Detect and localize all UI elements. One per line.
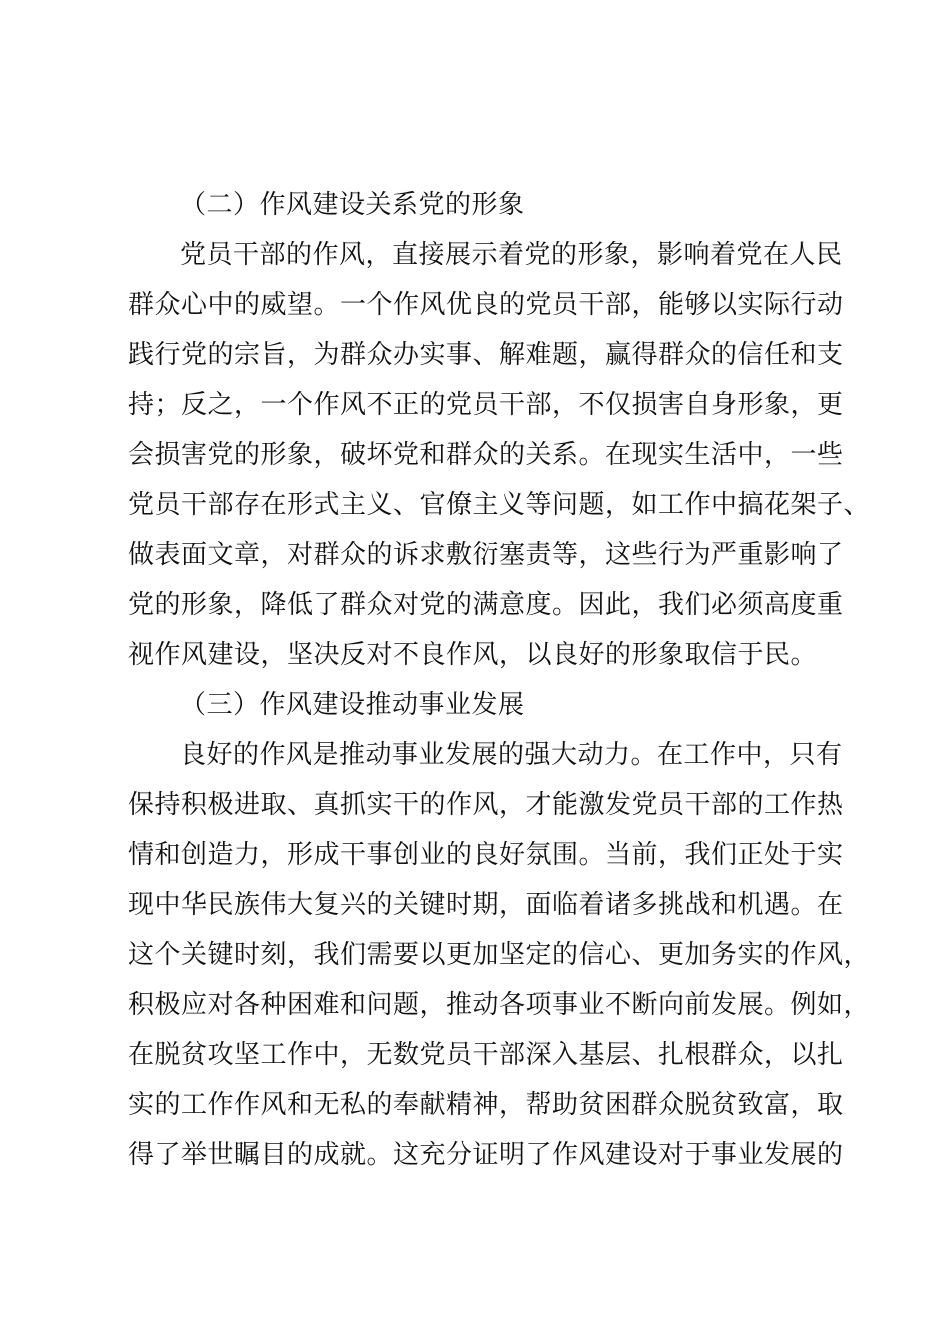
paragraph-line: 践行党的宗旨，为群众办实事、解难题，赢得群众的信任和支: [128, 340, 844, 370]
paragraph-line: 做表面文章，对群众的诉求敷衍塞责等，这些行为严重影响了: [128, 540, 844, 570]
paragraph-line: 持；反之，一个作风不正的党员干部，不仅损害自身形象，更: [128, 390, 844, 420]
paragraph-line: 党员干部存在形式主义、官僚主义等问题，如工作中搞花架子、: [128, 490, 871, 520]
paragraph-line: 群众心中的威望。一个作风优良的党员干部，能够以实际行动: [128, 290, 844, 320]
paragraph-line: 党员干部的作风，直接展示着党的形象，影响着党在人民: [180, 240, 843, 270]
paragraph-line: 情和创造力，形成干事创业的良好氛围。当前，我们正处于实: [128, 840, 844, 870]
paragraph-line: 得了举世瞩目的成就。这充分证明了作风建设对于事业发展的: [128, 1140, 844, 1170]
section-heading-3: （三）作风建设推动事业发展: [180, 690, 525, 720]
paragraph-line: 实的工作作风和无私的奉献精神，帮助贫困群众脱贫致富，取: [128, 1090, 844, 1120]
paragraph-line: 积极应对各种困难和问题，推动各项事业不断向前发展。例如，: [128, 990, 871, 1020]
paragraph-line: 现中华民族伟大复兴的关键时期，面临着诸多挑战和机遇。在: [128, 890, 844, 920]
paragraph-line: 在脱贫攻坚工作中，无数党员干部深入基层、扎根群众，以扎: [128, 1040, 844, 1070]
paragraph-line: 保持积极进取、真抓实干的作风，才能激发党员干部的工作热: [128, 790, 844, 820]
paragraph-line: 党的形象，降低了群众对党的满意度。因此，我们必须高度重: [128, 590, 844, 620]
section-heading-2: （二）作风建设关系党的形象: [180, 190, 525, 220]
paragraph-line: 这个关键时刻，我们需要以更加坚定的信心、更加务实的作风，: [128, 940, 871, 970]
paragraph-line: 会损害党的形象，破坏党和群众的关系。在现实生活中，一些: [128, 440, 844, 470]
paragraph-line: 视作风建设，坚决反对不良作风，以良好的形象取信于民。: [128, 640, 818, 670]
paragraph-line: 良好的作风是推动事业发展的强大动力。在工作中，只有: [180, 740, 843, 770]
